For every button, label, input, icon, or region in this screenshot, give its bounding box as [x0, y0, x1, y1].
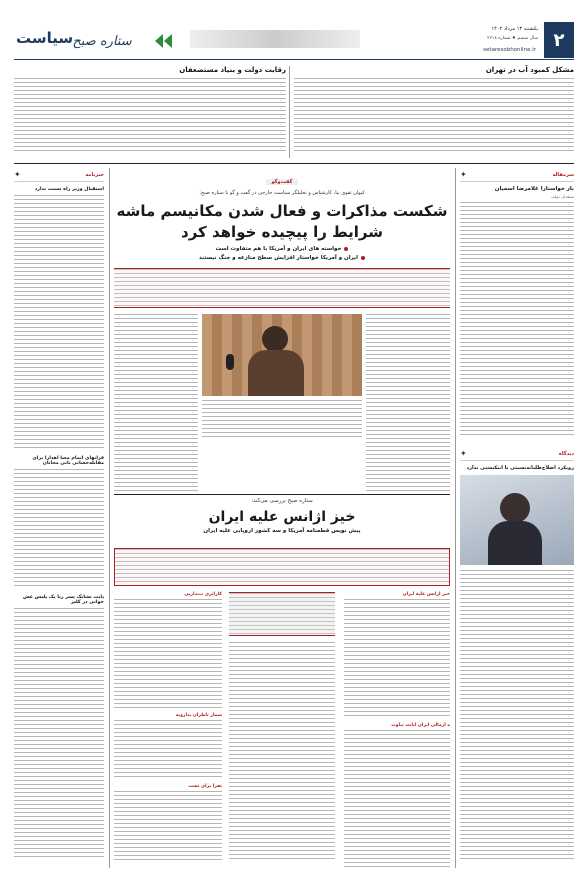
news-label: خبرنامه — [85, 171, 104, 178]
news-item-1-body — [14, 195, 104, 450]
date-line: یکشنبه ۱۳ مرداد ۱۴۰۲ — [491, 26, 538, 32]
right-sidebar-divider — [455, 168, 456, 868]
subhead-1: خبر اژانس علیه ایران — [402, 592, 450, 597]
logo-text: ستاره صبح — [72, 33, 132, 49]
subhead-3: کاراتری ب‌نداریی — [184, 592, 222, 597]
page-number-badge: ۲ — [544, 22, 574, 58]
top-story-right — [294, 66, 574, 158]
second-feature-divider — [114, 494, 450, 495]
news-item-3-title: پایت نشانک پسر ربا یک پلیس عش خوانی در کلیز — [23, 595, 104, 605]
left-sidebar — [14, 168, 104, 868]
top-divider — [14, 163, 574, 164]
main-body-left-col — [114, 314, 198, 492]
star-logo-icon: ✦ — [460, 170, 467, 179]
opinion-label: دیدگاه — [558, 450, 574, 457]
second-kicker: ستاره صبح بررسی می‌کند: — [251, 498, 313, 504]
editorial-label: سرمقاله — [552, 171, 574, 178]
main-lead-box — [114, 268, 450, 308]
editorial-body — [460, 202, 574, 437]
editorial-author: منتقدان دولت — [551, 194, 574, 199]
main-kicker: کیوان تقوی نیا، کارشناس و تحلیلگر سیاست خارجی در گفت و گو با ستاره صبح: — [199, 190, 365, 196]
second-lead-box — [114, 548, 450, 586]
main-headline-2: شرایط را پیچیده خواهد کرد — [181, 223, 383, 241]
second-col-left — [114, 592, 222, 868]
news-label-box — [14, 168, 104, 182]
interview-tag: گفت‌وگو — [114, 168, 450, 187]
top-vertical-divider — [289, 66, 290, 158]
left-sidebar-divider — [109, 168, 110, 868]
main-photo — [202, 314, 362, 396]
interviewee-silhouette-icon — [262, 326, 288, 352]
sidebar-label-editorial — [460, 168, 574, 182]
quote-box — [229, 592, 335, 636]
top-story-left-title: رقابت دولت و بنیاد مستضعفان — [179, 66, 286, 74]
person-silhouette-icon — [500, 493, 530, 523]
issue-line: سال ششم ♦ شماره ۲۶۱۸ — [487, 36, 538, 41]
subhead-2: ه ازمالی ایران ایانند نیاوت — [391, 723, 450, 728]
opinion-title: رویکرد اصلاح‌طلبانه‌تسبتی با انتکنشتی ندارد — [466, 465, 574, 471]
top-story-right-title: مشکل کمبود آب در تهران — [485, 66, 574, 74]
news-item-2-title: فرانهای اتمام معنا اهدارا برای مقابله‌خشانی بانی مجانان — [32, 456, 104, 466]
news-item-1-title: استقبال وزیر راه نسبت ندارد — [34, 187, 104, 192]
opinion-body — [460, 570, 574, 860]
star-logo-icon-3: ✦ — [14, 170, 21, 179]
main-body-right-col — [366, 314, 450, 492]
subhead-4: شمار ناظران بداروبه — [175, 713, 222, 718]
second-headline: خیز اژانس علیه ایران — [208, 509, 356, 525]
subhead-5: تفرا برای تست — [188, 784, 222, 789]
green-chevrons-icon — [155, 34, 172, 48]
top-story-right-body — [294, 78, 574, 154]
main-bullet-2: ایران و آمریکا خواستار افزایش سطح منازعه و جنگ نیستند — [114, 255, 450, 261]
main-bullet-1: خواسته های ایران و آمریکا با هم متفاوت است — [114, 246, 450, 252]
star-logo-icon-2: ✦ — [460, 449, 467, 458]
main-feature — [114, 168, 450, 488]
main-headline-1: شکست مذاکرات و فعال شدن مکانیسم ماشه — [116, 202, 448, 220]
news-item-3-body — [14, 608, 104, 858]
section-title-visible: سیاست — [16, 29, 74, 47]
masthead-gray-band — [190, 30, 360, 48]
opinion-photo — [460, 475, 574, 565]
editorial-title: باز خواستارا غلامرضا اسمیان — [494, 186, 574, 192]
microphone-icon — [226, 354, 234, 370]
second-col-right — [344, 592, 450, 868]
second-col-middle — [229, 592, 335, 868]
top-story-left — [14, 66, 286, 158]
sidebar-label-opinion — [460, 447, 574, 461]
news-item-2-body — [14, 469, 104, 589]
second-subhead: پیش نویس قطعنامه آمریکا و سه کشور اروپایی علیه ایران — [203, 528, 361, 534]
right-sidebar — [460, 168, 574, 868]
top-story-left-body — [14, 78, 286, 154]
second-feature — [114, 498, 450, 868]
website-link[interactable]: setaresobhonline.ir — [483, 47, 536, 53]
photo-caption-area — [202, 400, 362, 440]
